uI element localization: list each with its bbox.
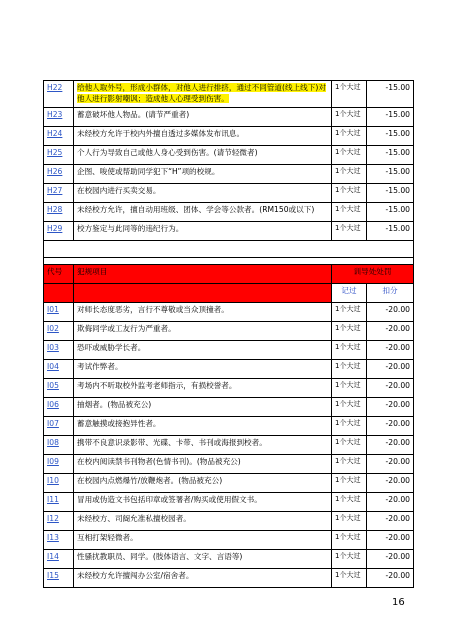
header-code: 代号: [44, 265, 74, 284]
rule-description-text: 携带不良意识录影带、光碟、卡带、书刊或海报到校者。: [77, 438, 267, 447]
rule-code-link[interactable]: I06: [44, 398, 74, 417]
rule-description-text: 对师长态度恶劣，言行不尊敬或当众顶撞者。: [77, 305, 229, 314]
rule-points: -20.00: [367, 436, 414, 455]
rule-description: [74, 184, 332, 203]
rule-code-link[interactable]: I15: [44, 569, 74, 588]
table-row: [44, 398, 414, 417]
rule-description-text: 欺侮同学或工友行为严重者。: [77, 324, 176, 333]
rule-description-text: 冒用或伪造文书包括印章或签署者/购买或使用假文书。: [77, 495, 262, 504]
subheader-blank: [74, 284, 332, 303]
rule-points: -20.00: [367, 379, 414, 398]
rule-description: [74, 379, 332, 398]
table-row: [44, 493, 414, 512]
table-row: [44, 417, 414, 436]
rule-description-text: 性骚扰教职员、同学。(肢体语言、文字、言语等): [77, 552, 243, 561]
rule-code-link[interactable]: H27: [44, 184, 74, 203]
rule-record-count: 1个大过: [332, 531, 367, 550]
rule-record-count: 1个大过: [332, 322, 367, 341]
rule-description: [74, 512, 332, 531]
rule-points: -20.00: [367, 550, 414, 569]
table-row: [44, 222, 414, 241]
rule-code-link[interactable]: I07: [44, 417, 74, 436]
rule-code-link[interactable]: H29: [44, 222, 74, 241]
rule-record-count: 1个大过: [332, 108, 367, 127]
rule-description-text: 给他人取外号，形成小群体，对他人进行排挤，通过不同管道(线上线下)对他人进行影射嘲讽；造成他人心理受到伤害。: [77, 83, 326, 103]
rule-description: [74, 81, 332, 108]
rule-description-text: 抽烟者。(物品被充公): [77, 400, 152, 409]
rule-record-count: 1个大过: [332, 184, 367, 203]
rule-points: -15.00: [367, 165, 414, 184]
header-penalty: 训导处处罚: [332, 265, 414, 284]
rule-code-link[interactable]: I14: [44, 550, 74, 569]
rule-description: [74, 146, 332, 165]
rule-record-count: 1个大过: [332, 360, 367, 379]
rule-description: [74, 165, 332, 184]
rule-points: -20.00: [367, 398, 414, 417]
rule-description: [74, 455, 332, 474]
rule-description-text: 恐吓或威胁学长者。: [77, 343, 146, 352]
rule-description: [74, 360, 332, 379]
subheader-blank: [44, 284, 74, 303]
rule-description-text: 考试作弊者。: [77, 362, 123, 371]
rule-description-text: 个人行为导致自己或他人身心受到伤害。(请节轻微者): [77, 148, 258, 157]
rule-record-count: 1个大过: [332, 341, 367, 360]
rule-points: -20.00: [367, 512, 414, 531]
table-row: [44, 436, 414, 455]
rule-description-text: 互相打架轻微者。: [77, 533, 138, 542]
rule-code-link[interactable]: H26: [44, 165, 74, 184]
table-row: [44, 127, 414, 146]
table-subheader-row: [44, 284, 414, 303]
rule-description: [74, 493, 332, 512]
rule-description-text: 蓄意破坏他人物品。(请节严重者): [77, 110, 190, 119]
header-record: 记过: [332, 284, 367, 303]
rule-record-count: 1个大过: [332, 165, 367, 184]
rule-description: [74, 398, 332, 417]
table-row: [44, 379, 414, 398]
rule-description: [74, 203, 332, 222]
rule-code-link[interactable]: H22: [44, 81, 74, 108]
rule-record-count: 1个大过: [332, 146, 367, 165]
table-row: [44, 81, 414, 108]
rule-description-text: 未经校方允许擅闯办公室/宿舍者。: [77, 571, 194, 580]
rule-description: [74, 531, 332, 550]
rule-record-count: 1个大过: [332, 436, 367, 455]
table-row: [44, 455, 414, 474]
rule-description: [74, 127, 332, 146]
table-row: [44, 203, 414, 222]
rule-description: [74, 550, 332, 569]
table-row: [44, 165, 414, 184]
rule-code-link[interactable]: I04: [44, 360, 74, 379]
table-header-row: [44, 265, 414, 284]
table-row: [44, 184, 414, 203]
rule-description-text: 未经校方、司阍允准私擅校园者。: [77, 514, 191, 523]
table-row: [44, 360, 414, 379]
rule-code-link[interactable]: H25: [44, 146, 74, 165]
rule-record-count: 1个大过: [332, 550, 367, 569]
rule-description-text: 校方鉴定与此同等的违纪行为。: [77, 224, 184, 233]
table-row: [44, 322, 414, 341]
rule-record-count: 1个大过: [332, 474, 367, 493]
table-row: [44, 341, 414, 360]
rule-code-link[interactable]: I01: [44, 303, 74, 322]
rule-points: -20.00: [367, 474, 414, 493]
table-row: [44, 146, 414, 165]
rule-points: -20.00: [367, 341, 414, 360]
rule-description: [74, 474, 332, 493]
rule-code-link[interactable]: I08: [44, 436, 74, 455]
rule-points: -15.00: [367, 81, 414, 108]
rule-record-count: 1个大过: [332, 379, 367, 398]
rule-description-text: 在校内阅读禁书刊物者(色情书刊)。(物品被充公): [77, 457, 241, 466]
rules-table-i: [43, 264, 414, 588]
rule-description: [74, 322, 332, 341]
page-number: 16: [392, 597, 405, 608]
blank-row: [44, 241, 414, 258]
rule-description: [74, 341, 332, 360]
rule-record-count: 1个大过: [332, 569, 367, 588]
rule-code-link[interactable]: I11: [44, 493, 74, 512]
rule-points: -15.00: [367, 184, 414, 203]
rule-record-count: 1个大过: [332, 493, 367, 512]
rule-description: [74, 436, 332, 455]
rule-points: -20.00: [367, 569, 414, 588]
rule-description: [74, 569, 332, 588]
rule-points: -15.00: [367, 203, 414, 222]
rule-description: [74, 303, 332, 322]
rule-description-text: 未经校方允许于校内外擅自透过多媒体发布讯息。: [77, 129, 245, 138]
rules-table-h: [43, 80, 414, 279]
rule-points: -20.00: [367, 303, 414, 322]
rule-description: [74, 108, 332, 127]
rule-record-count: 1个大过: [332, 455, 367, 474]
rule-code-link[interactable]: I03: [44, 341, 74, 360]
table-row: [44, 512, 414, 531]
rule-code-link[interactable]: I02: [44, 322, 74, 341]
rule-code-link[interactable]: H23: [44, 108, 74, 127]
rule-points: -15.00: [367, 108, 414, 127]
rule-record-count: 1个大过: [332, 81, 367, 108]
rule-record-count: 1个大过: [332, 417, 367, 436]
rule-points: -15.00: [367, 222, 414, 241]
rule-record-count: 1个大过: [332, 203, 367, 222]
rule-record-count: 1个大过: [332, 127, 367, 146]
header-deduct: 扣分: [367, 284, 414, 303]
rule-record-count: 1个大过: [332, 512, 367, 531]
table-row: [44, 531, 414, 550]
rule-description-text: 企图、唆使或帮助同学犯下“H”项的校规。: [77, 167, 220, 176]
rule-description: [74, 222, 332, 241]
table-row: [44, 474, 414, 493]
table-row: [44, 108, 414, 127]
rule-description-text: 考场内不听取校外监考老师指示，有损校誉者。: [77, 381, 237, 390]
rule-code-link[interactable]: I10: [44, 474, 74, 493]
rule-description-text: 未经校方允许，擅自动用班级、团体、学会等公款者。(RM150或以下): [77, 205, 315, 214]
rule-description: [74, 417, 332, 436]
rule-code-link[interactable]: I12: [44, 512, 74, 531]
rule-description-text: 在校园内进行买卖交易。: [77, 186, 161, 195]
rule-record-count: 1个大过: [332, 398, 367, 417]
rule-code-link[interactable]: I13: [44, 531, 74, 550]
rule-description-text: 蓄意触摸或接抱异性者。: [77, 419, 161, 428]
rule-record-count: 1个大过: [332, 303, 367, 322]
rule-description-text: 在校园内点燃爆竹/放鞭炮者。(物品被充公): [77, 476, 223, 485]
rule-points: -20.00: [367, 455, 414, 474]
rule-code-link[interactable]: I09: [44, 455, 74, 474]
table-row: [44, 303, 414, 322]
rule-code-link[interactable]: H24: [44, 127, 74, 146]
rule-points: -20.00: [367, 417, 414, 436]
table-row: [44, 569, 414, 588]
rule-points: -20.00: [367, 322, 414, 341]
rule-points: -20.00: [367, 531, 414, 550]
header-title: 犯规项目: [74, 265, 332, 284]
rule-code-link[interactable]: H28: [44, 203, 74, 222]
rule-record-count: 1个大过: [332, 222, 367, 241]
rule-points: -15.00: [367, 127, 414, 146]
rule-points: -20.00: [367, 360, 414, 379]
rule-points: -20.00: [367, 493, 414, 512]
rule-code-link[interactable]: I05: [44, 379, 74, 398]
table-row: [44, 550, 414, 569]
rule-points: -15.00: [367, 146, 414, 165]
